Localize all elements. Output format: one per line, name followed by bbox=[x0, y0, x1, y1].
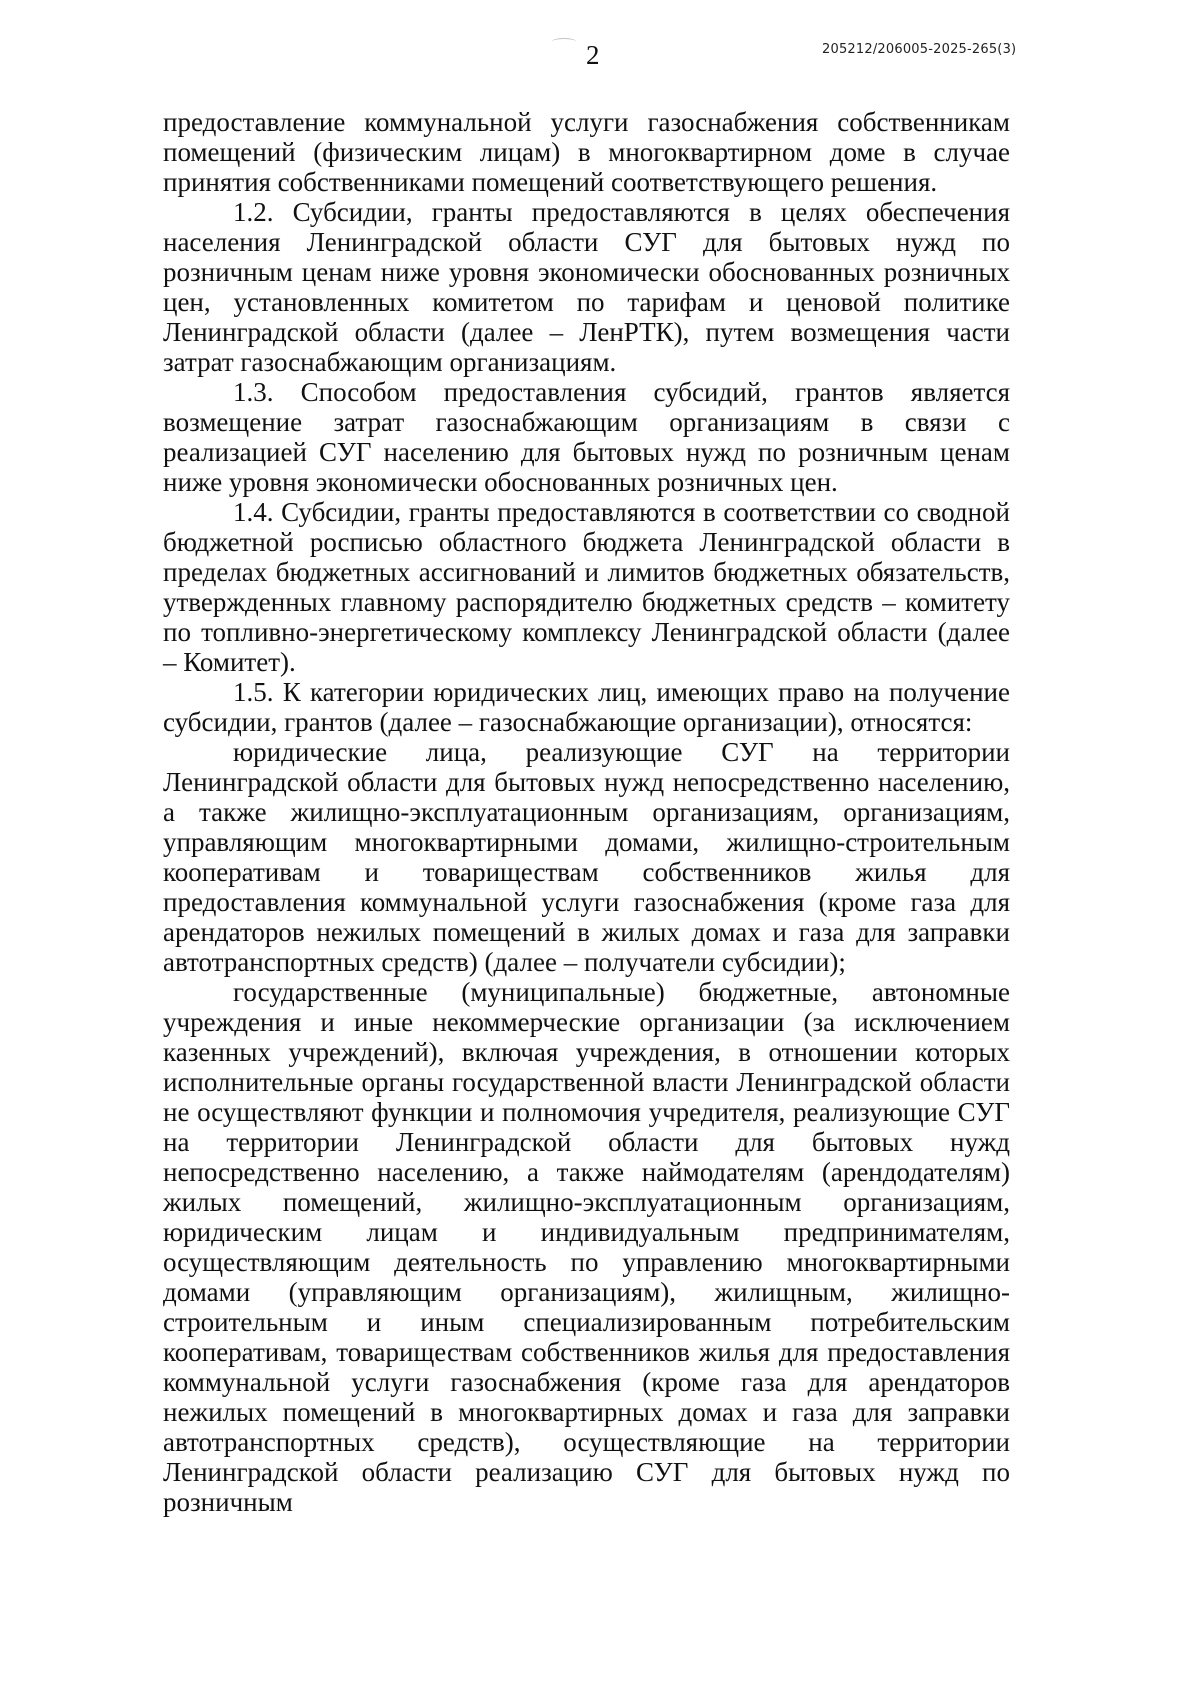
paragraph-1-3: 1.3. Способом предоставления субсидий, грантов является возмещение затрат газоснабжающим организациям в связи с реализацией СУГ населению для бытовых нужд по розничным ценам ниже уровня экономически обоснованных розничных цен. bbox=[163, 377, 1010, 497]
paragraph-continuation: предоставление коммунальной услуги газоснабжения собственникам помещений (физическим лицам) в многоквартирном доме в случае принятия собственниками помещений соответствующего решения. bbox=[163, 107, 1010, 197]
paragraph-state-institutions: государственные (муниципальные) бюджетные, автономные учреждения и иные некоммерческие организации (за исключением казенных учреждений), включая учреждения, в отношении которых исполнительные органы государственной власти Ленинградской области не осуществляют функции и полномочия учредителя, реализующие СУГ на территории Ленинградской области для бытовых нужд непосредственно населению, а также наймодателям (арендодателям) жилых помещений, жилищно-эксплуатационным организациям, юридическим лицам и индивидуальным предпринимателям, осуществляющим деятельность по управлению многоквартирными домами (управляющим организациям), жилищным, жилищно-строительным и иным специализированным потребительским кооперативам, товариществам собственников жилья для предоставления коммунальной услуги газоснабжения (кроме газа для арендаторов нежилых помещений в многоквартирных домах и газа для заправки автотранспортных средств), осуществляющие на территории Ленинградской области реализацию СУГ для бытовых нужд по розничным bbox=[163, 977, 1010, 1517]
document-id: 205212/206005-2025-265(3) bbox=[822, 42, 1017, 57]
scan-artifact bbox=[552, 38, 576, 45]
paragraph-1-2: 1.2. Субсидии, гранты предоставляются в целях обеспечения населения Ленинградской области СУГ для бытовых нужд по розничным ценам ниже уровня экономически обоснованных розничных цен, установленных комитетом по тарифам и ценовой политике Ленинградской области (далее – ЛенРТК), путем возмещения части затрат газоснабжающим организациям. bbox=[163, 197, 1010, 377]
page-number: 2 bbox=[586, 40, 600, 70]
document-body bbox=[163, 107, 1010, 1517]
paragraph-legal-entities: юридические лица, реализующие СУГ на территории Ленинградской области для бытовых нужд непосредственно населению, а также жилищно-эксплуатационным организациям, организациям, управляющим многоквартирными домами, жилищно-строительным кооперативам и товариществам собственников жилья для предоставления коммунальной услуги газоснабжения (кроме газа для арендаторов нежилых помещений в жилых домах и газа для заправки автотранспортных средств) (далее – получатели субсидии); bbox=[163, 737, 1010, 977]
paragraph-1-4: 1.4. Субсидии, гранты предоставляются в соответствии со сводной бюджетной росписью областного бюджета Ленинградской области в пределах бюджетных ассигнований и лимитов бюджетных обязательств, утвержденных главному распорядителю бюджетных средств – комитету по топливно-энергетическому комплексу Ленинградской области (далее – Комитет). bbox=[163, 497, 1010, 677]
paragraph-1-5: 1.5. К категории юридических лиц, имеющих право на получение субсидии, грантов (далее – газоснабжающие организации), относятся: bbox=[163, 677, 1010, 737]
